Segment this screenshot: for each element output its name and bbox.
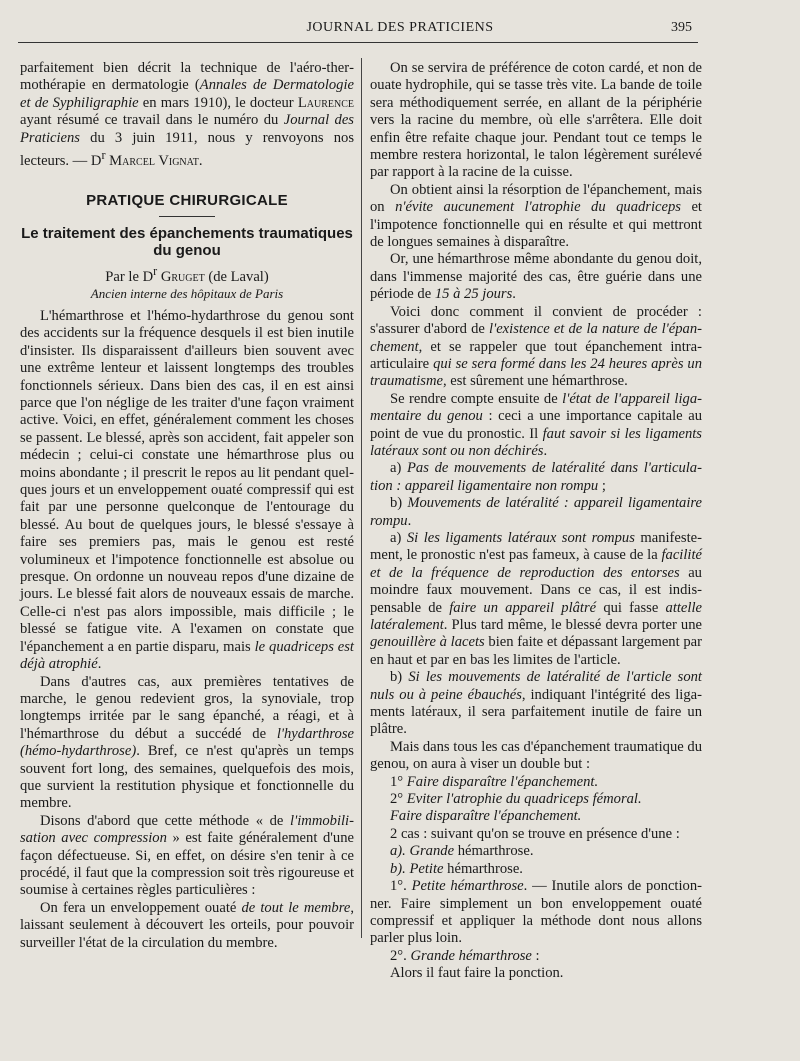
body-paragraph: Or, une hémarthrose même abondante du genou doit, dans l'immense majorité des cas, être guérie dans une période de 15 à 25 jours. [370,251,702,303]
section-title: PRATIQUE CHIRURGICALE [86,192,288,210]
case-item: a). Grande hémarthrose. [390,843,534,860]
body-paragraph: 2°. Grande hémarthrose : [390,947,540,964]
body-paragraph: b) Si les mouvements de latéralité de l'article sont nuls ou à peine ébauchés, indiquant l'intégrité des ligaments latéraux, il sera parfaitement inutile de faire un plâtre. [370,669,702,738]
list-item: a) Pas de mouvements de latéralité dans l'articulation : appareil ligamentaire non rompu ; [370,460,702,494]
right-column [370,60,702,983]
running-title: JOURNAL DES PRATICIENS [306,20,494,35]
section-rule [159,216,215,217]
author-affiliation: Ancien interne des hôpitaux de Paris [90,285,284,301]
body-paragraph: On se servira de préférence de coton cardé, et non de ouate hydrophile, qui se tasse très vite. La bande de toile sera méthodiquement serrée, en allant de la périphérie vers la racine du membre, où elle s'arrêtera. Elle doit enfin être refaite chaque jour. Pendant tout ce temps le membre restera horizontal, le talon légèrement surélevé par rapport à la racine de la cuisse. [370,60,702,181]
body-paragraph: Alors il faut faire la ponction. [390,965,564,982]
article-title: Le traitement des épanchements traumatiques du genou [21,224,353,259]
body-paragraph: Voici donc comment il convient de procéder : s'assurer d'abord de l'existence et de la nature de l'épanchement, et se rappeler que tout épanchement intraarticulaire qui se sera formé dans les 24 heures après un traumatisme, est sûrement une hémarthrose. [370,303,703,390]
case-item: b). Petite hémarthrose. [390,860,523,877]
body-paragraph: Mais dans tous les cas d'épanchement traumatique du genou, on aura à viser un double but : [370,738,702,773]
aim-item: 2° Eviter l'atrophie du quadriceps fémoral. [390,791,642,808]
sub-heading: Faire disparaître l'épanchement. [390,808,582,825]
author-byline: Par le $D^r$ Gruget (de Laval) [105,263,269,285]
body-paragraph: Se rendre compte ensuite de l'état de l'appareil ligamentaire du genou : ceci a une importance capitale au point de vue du pronostic. Il faut savoir si les ligaments latéraux sont ou non déchirés. [370,390,703,459]
body-paragraph: 1°. Petite hémarthrose. — Inutile alors de ponctionner. Faire simplement un bon enveloppement ouaté compressif et appliquer la méthode dont nous allons parler plus loin. [370,878,703,947]
header-rule [18,42,698,43]
list-item: b) Mouvements de latéralité : appareil ligamentaire rompu. [370,495,702,529]
column-divider [361,58,362,938]
aim-item: 1° Faire disparaître l'épanchement. [390,773,599,790]
body-paragraph: On fera un enveloppement ouaté de tout le membre, laissant seulement à découvert les orteils, pour pouvoir surveiller l'état de la circulation du membre. [20,899,354,951]
body-paragraph: On obtient ainsi la résorption de l'épanchement, mais on n'évite aucunement l'atrophie du quadriceps et l'impotence fonctionnelle qui en résulte et qui mettront de longues semaines à disparaître. [370,181,702,251]
left-column [20,60,354,952]
body-paragraph: 2 cas : suivant qu'on se trouve en présence d'une : [390,825,680,842]
intro-paragraph: parfaitement bien décrit la technique de l'aéro-thermothérapie en dermatologie (Annales de Dermatologie et de Syphiligraphie en mars 1910), le docteur Laurence ayant résumé ce travail dans le numéro du Journal des Praticiens du 3 juin 1911, nous y renvoyons nos lecteurs. — $D^r$ Marcel Vignat. [20,60,354,169]
body-paragraph: a) Si les ligaments latéraux sont rompus manifestement, le pronostic n'est pas fameux, à cause de la facilité et de la fréquence de reproduction des entorses au moindre faux mouvement. Dans ce cas, il est indispensable de faire un appareil plâtré qui fasse attelle latéralement. Plus tard même, le blessé devra porter une genouillère à lacets bien faite et dépassant largement par en haut et par en bas les limites de l'article. [370,529,702,668]
body-paragraph: L'hémarthrose et l'hémo-hydarthrose du genou sont des accidents sur la fréquence desquels il est bien inutile d'insister. Ils disparaissent d'ailleurs bien souvent avec une extrême lenteur et laissent longtemps des troubles fonctionnels sérieux. Dans bien des cas, il en est ainsi parce que l'on néglige de les traiter d'une façon vraiment active. Voici, en effet, généralement comment les choses se passent. Le blessé, après son accident, fait appeler son médecin ; celui-ci constate une hémarthrose plus ou moins abondante ; il prescrit le repos au lit pendant quelques jours et un enveloppement ouaté compressif qui est fait par une personne quelconque de l'entourage du blessé. Au bout de quelques jours, le blessé s'essaye à faire ses premiers pas, mais le genou est resté volumineux et l'impotence fonctionnelle est absolue ou presque. On ordonne un nouveau repos d'une dizaine de jours. Le blessé fait alors de nouveaux essais de marche. Celle-ci n'est pas alors impossible, mais difficile ; le blessé se fatigue vite. A l'examen on constate que l'épanchement a en partie disparu, mais le quadriceps est déjà atrophié. [20,307,354,673]
page-number: 395 [671,20,692,35]
body-paragraph: Disons d'abord que cette méthode « de l'immobilisation avec compression » est faite généralement d'une façon défectueuse. Si, en effet, on désire s'en tenir à ce procédé, il faut que la compression soit très rigoureuse et soumise à certaines règles particulières : [20,812,354,899]
body-paragraph: Dans d'autres cas, aux premières tentatives de marche, le genou redevient gros, la synoviale, trop longtemps irritée par le sang épanché, a réagi, et à l'hémarthrose du début a succédé de l'hydarthrose (hémo-hydarthrose). Bref, ce n'est qu'après un temps souvent fort long, des semaines, quelquefois des mois, que survient la restitution physique et fonctionnelle du membre. [20,673,354,812]
page-header [0,20,800,42]
